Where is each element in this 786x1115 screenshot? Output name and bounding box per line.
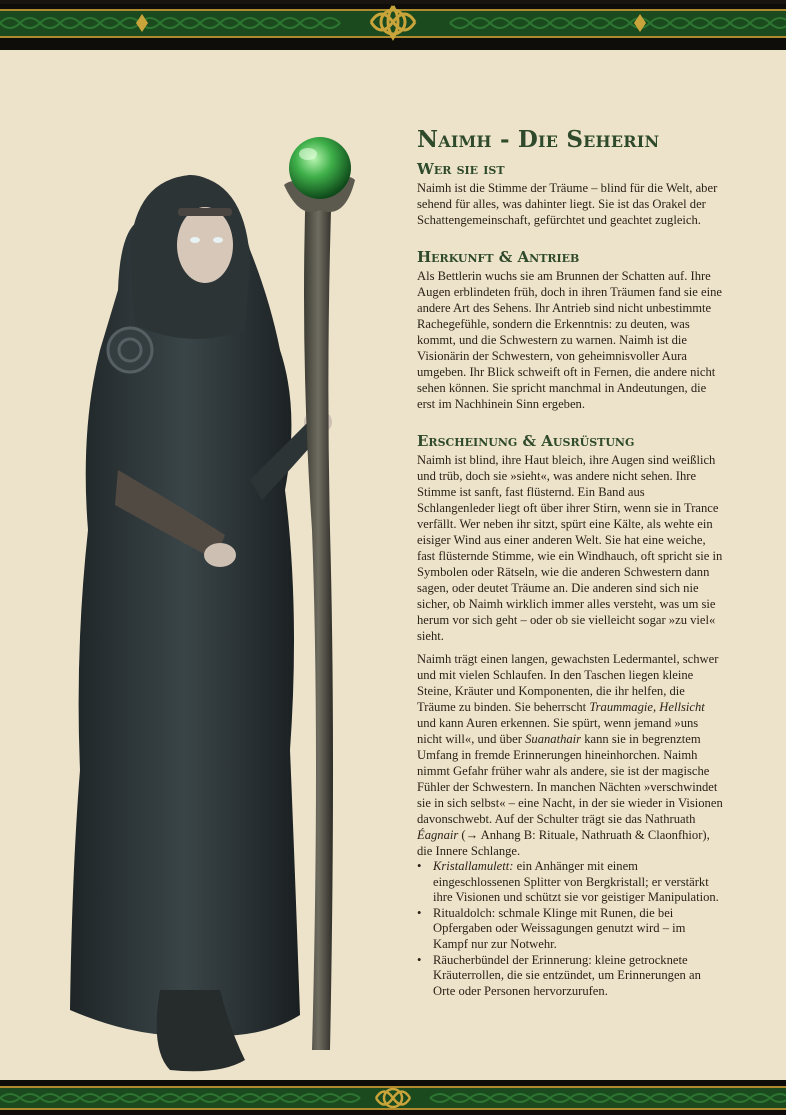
section-heading: Erscheinung & Ausrüstung: [417, 432, 635, 450]
list-item: • Räucherbündel der Erinnerung: kleine getrocknete Kräuterrollen, die sie entzündet, um Erinnerungen an Orte oder Personen hervorzurufen.: [417, 952, 701, 998]
character-illustration: [0, 50, 400, 1080]
celtic-knot-icon: [368, 1080, 418, 1115]
bottom-border: [0, 1080, 786, 1115]
gear-paragraph: Naimh trägt einen langen, gewachsten Ledermantel, schwer und mit vielen Schlaufen. In den Taschen liegen kleine Steine, Kräuter und Komponenten, die ihr helfen, die Träume zu binden. Sie beherrscht Traummagie, Hellsicht und kann Auren erkennen. Sie spürt, wenn jemand »uns nicht will«, und über Suanathair kann sie in begrenztem Umfang in fremde Erinnerungen hineinhorchen. Naimh nimmt Gefahr früher wahr als andere, sie ist der magische Fühler der Schwestern. In manchen Nächten »verschwindet sie in sich selbst« – eine Nacht, in der sie wieder in Visionen davonschwebt. Auf der Schulter trägt sie das Nathruath Éagnair (→ Anhang B: Rituale, Nathruath & Claonfhior), die Innere Schlange.: [417, 652, 723, 858]
section-paragraph: Naimh ist die Stimme der Träume – blind für die Welt, aber sehend für alles, was dahinter liegt. Sie ist das Orakel der Schattengemeinschaft, gefürchtet und geachtet zugleich.: [417, 181, 718, 227]
section-heading: Herkunft & Antrieb: [417, 248, 580, 266]
top-border: [0, 0, 786, 50]
orb-icon: [289, 137, 351, 199]
celtic-knot-icon: [353, 0, 433, 50]
page-title: Naimh - Die Seherin: [417, 126, 660, 153]
list-item: • Kristallamulett: ein Anhänger mit einem eingeschlossenen Splitter von Bergkristall; er verstärkt ihre Visionen und schützt sie vor geistiger Manipulation.: [417, 859, 719, 905]
list-item: • Ritualdolch: schmale Klinge mit Runen, die bei Opfergaben oder Weissagungen genutzt wird – im Kampf nur zur Notwehr.: [417, 905, 686, 951]
section-heading: Wer sie ist: [417, 160, 505, 178]
equipment-list: [417, 859, 723, 999]
section-paragraph: Als Bettlerin wuchs sie am Brunnen der Schatten auf. Ihre Augen erblindeten früh, doch in ihren Träumen fand sie eine andere Art des Sehens. Ihr Antrieb sind nicht unbestimmte Rachegefühle, sondern die Erkenntnis: zu deuten, was kommt, und die Schwestern zu warnen. Naimh ist die Visionärin der Schwestern, von geheimnisvoller Aura umgeben. Ihr Blick schweift oft in Fernen, die andere nicht sehen können. Sie spricht manchmal in Andeutungen, die erst im Nachhinein Sinn ergeben.: [417, 269, 722, 411]
section-paragraph: Naimh ist blind, ihre Haut bleich, ihre Augen sind weißlich und trüb, doch sie »sieht«, was andere nicht sehen. Ihre Stimme ist sanft, fast flüsternd. Ein Band aus Schlangenleder liegt oft über ihrer Stirn, wenn sie in Trance verfällt. Wer neben ihr sitzt, spürt eine Kälte, als wehte ein eisiger Wind aus einer anderen Welt. Sie hat eine weiche, fast flüsternde Stimme, wie ein Windhauch, oft spricht sie in Symbolen oder Rätseln, wie die anderen Schwestern dann sagen, oder deutet Träume an. Die anderen sind sich nie sicher, ob Naimh wirklich immer alles versteht, was um sie herum vor sich geht – oder ob sie vielleicht sogar »zu viel« sieht.: [417, 453, 723, 643]
text-column: [417, 126, 723, 999]
